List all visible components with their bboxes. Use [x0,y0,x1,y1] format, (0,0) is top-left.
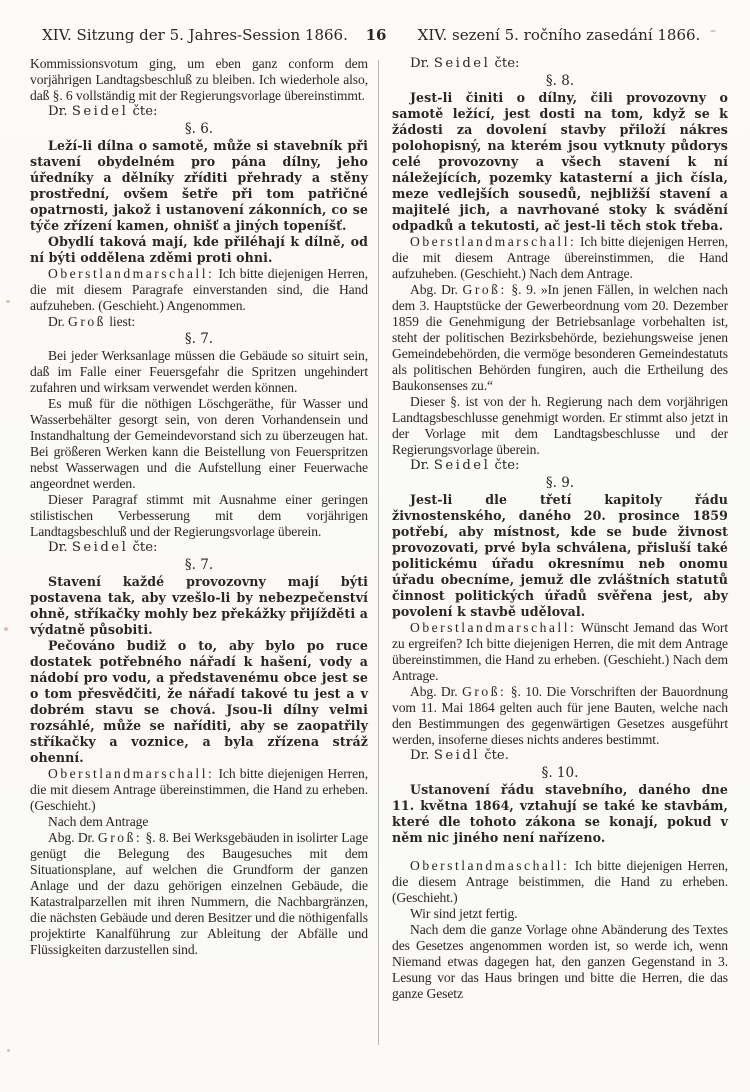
text-run: Ich bitte diejenigen Herren, die mit diesem Antrage übereinstimmen, die Hand aufzuheben. (Geschieht.) Nach dem Antrage. [392,234,728,281]
text-run: Dr. [48,104,72,119]
paragraph-german [392,620,728,684]
text-run: Obydlí taková mají, kde přiléhají k dílně, od ní býti oddělena zděmi proti ohni. [30,234,368,265]
speaker-name: Groß: [462,282,507,297]
scan-speck [6,300,10,303]
paragraph-german [30,266,368,314]
speaker-line [392,458,728,474]
paragraph-german [392,282,728,394]
section-heading [392,73,728,89]
speaker-name: Seidel [433,56,491,71]
speaker-line [30,104,368,120]
text-run: Dr. [410,56,434,71]
section-heading [30,331,368,347]
text-run: liest: [105,314,136,329]
text-run: Ich bitte diejenigen Herren, die mit diesem Paragrafe einverstanden sind, die Hand aufzuheben. (Geschieht.) Angenommen. [30,266,368,313]
text-run: Ich bitte diejenigen Herren, die mit diesem Antrage übereinstimmen, die Hand zu erheben. (Geschieht.) [30,766,368,813]
paragraph-german [392,234,728,282]
paragraph-german [392,684,728,748]
speaker-line [392,748,728,764]
speaker-name: Oberstlandmarschall: [410,234,577,249]
text-run: Dr. [48,314,68,329]
text-run: §. 6. [184,121,214,137]
text-run: Nach dem Antrage [48,814,149,829]
text-run: čte: [128,104,158,119]
text-run: §. 10. [541,765,579,781]
text-run: Jest-li dle třetí kapitoly řádu živnostenského, daného 20. prosince 1859 potřebí, aby místnost, kde se bude živnost provozovati, prvé byla schválena, přisluší také politickému úřadu okresnímu neb onomu úřadu obecníme, jemuž dle zvláštních statutů činnost politických úřadů svěřena jest, aby povolení k stavbě uděloval. [392,492,728,619]
text-run: Leží-li dílna o samotě, může si stavebník při stavení obydelném pro pána dílny, jeho úředníky a dělníky zříditi přehrady a stěny prostřední, ovšem šetře při tom patřičné opatrnosti, jakož i ustanovení zákonních, co se týče zřízení kamen, ohnišť a jiných topeníšť. [30,138,368,233]
header-title-czech: XIV. sezení 5. ročního zasedání 1866. [417,26,701,44]
section-heading [392,475,728,491]
column-right [392,56,728,1002]
text-run: §. 9. [545,475,575,491]
section-heading [392,765,728,781]
paragraph-german [392,922,728,1002]
speaker-name: Oberstlandmarschall: [48,266,215,281]
text-run: §. 9. »In jenen Fällen, in welchen nach dem 3. Hauptstücke der Gewerbeordnung vom 20. Dezember 1859 die Genehmigung der Betriebsanlage vorbehalten ist, steht der politischen Bezirksbehörde, beziehungsweise jenen Gemeindebehörden, die vermöge besonderen Gemeindestatuts als politischen Behörden fungiren, auch die Ertheilung des Baukonsenses zu.“ [392,282,728,393]
paragraph-german [30,814,368,830]
paragraph-czech [30,234,368,266]
text-run: Dieser Paragraf stimmt mit Ausnahme einer geringen stilistischen Verbesserung mit dem vorjährigen Landtagsbeschluß und der Regierungsvorlage überein. [30,492,368,539]
text-run: Bei jeder Werksanlage müssen die Gebäude so situirt sein, daß im Falle einer Feuersgefahr die Spritzen ungehindert zufahren und wirksam verwendet werden können. [30,348,368,395]
text-run: Abg. Dr. [48,830,98,845]
header-title-german: XIV. Sitzung der 5. Jahres-Session 1866. [42,26,348,44]
text-run: §. 8. [545,73,575,89]
paragraph-german [30,766,368,814]
text-run: Abg. Dr. [410,684,463,699]
paragraph-czech [392,90,728,234]
paragraph-czech [392,492,728,620]
paragraph-german [30,830,368,958]
speaker-name: Oberstlandmarschall: [48,766,215,781]
text-run: Stavení každé provozovny mají býti postavena tak, aby vzešlo-li by nebezpečenství ohně, stříkačky mohly bez překážky přijížděti a výdatně působiti. [30,574,368,637]
speaker-name: Seidel [71,540,129,555]
speaker-name: Seidl [433,748,481,763]
speaker-line [392,56,728,72]
text-run: Abg. Dr. [410,282,463,297]
column-divider [378,60,379,1045]
text-run: Nach dem die ganze Vorlage ohne Abänderung des Textes des Gesetzes angenommen worden ist, so werde ich, wenn Niemand etwas dagegen hat, den ganzen Gegenstand in 3. Lesung vor das Haus bringen und bitte die Herren, die das ganze Gesetz [392,922,728,1001]
text-run: §. 7. [184,557,214,573]
text-run: Wir sind jetzt fertig. [410,906,518,921]
paragraph-german [392,394,728,458]
text-run: §. 7. [184,331,214,347]
paragraph-german [392,906,728,922]
paragraph-czech [30,138,368,234]
paragraph-czech [392,782,728,846]
speaker-name: Groß [68,314,106,329]
speaker-line [30,540,368,556]
paragraph-german [30,348,368,396]
scan-speck [4,627,8,631]
paragraph-german [30,56,368,104]
speaker-name: Oberstlandmarschall: [410,620,577,635]
speaker-name: Groß: [97,830,143,845]
speaker-name: Seidel [433,458,491,473]
text-run: Kommissionsvotum ging, um eben ganz conform dem vorjährigen Landtagsbeschluß zu bleiben. Ich wiederhole also, daß §. 6 vollständig mit der Regierungsvorlage übereinstimmt. [30,56,368,103]
text-run: Es muß für die nöthigen Löschgeräthe, für Wasser und Wasserbehälter gesorgt sein, von deren Vorhandensein und Instandhaltung der Gemeindevorstand sich zu überzeugen hat. Bei größeren Werken kann die Beistellung von Feuerspritzen nebst Wasserwagen und die Aufstellung einer Feuerwache angeordnet werden. [30,396,368,491]
column-left [30,56,368,958]
paragraph-czech [30,574,368,638]
text-run: Dr. [410,748,434,763]
text-run: Pečováno budiž o to, aby bylo po ruce dostatek potřebného nářadí k hašení, vody a nádobí pro vodu, a představenému obce jest se o tom přesvědčiti, že nářadí takové tu jest a v dobrém stavu se chová. Jsou-li dílny velmi rozsáhlé, může se naříditi, aby se zaopatřily stříkačky a voznice, a byla zřízena stráž ohenní. [30,638,368,765]
text-run: čte: [490,56,520,71]
text-run: čte: [490,458,520,473]
text-run: §. 10. Die Vorschriften der Bauordnung vom 11. Mai 1864 gelten auch für jene Bauten, welche nach den Bestimmungen des gegenwärtigen Gesetzes ausgeführt werden, insoferne dieses nichts anderes bestimmt. [392,684,728,747]
scan-speck [7,1049,10,1052]
paragraph-german [30,314,368,330]
text-run: čte: [128,540,158,555]
text-run: Dieser §. ist von der h. Regierung nach dem vorjährigen Landtagsbeschlusse genehmigt worden. Er stimmt also jetzt in der Vorlage mit dem Landtagsbeschlusse und der Regierungsvorlage überein. [392,394,728,457]
text-run: §. 8. Bei Werksgebäuden in isolirter Lage genügt die Belegung des Baugesuches mit dem Situationsplane, auf welchen die Grundform der ganzen Anlage und der dazu gehörigen einzelnen Gebäude, die Katastralparzellen mit ihren Nummern, die Nachbargränzen, die nächsten Gebäude und deren Besitzer und die nöthigenfalls projektirte Kanalführung zur Ableitung der Abfälle und Flüssigkeiten darzustellen sind. [30,830,369,957]
paragraph-czech [30,638,368,766]
section-heading [30,121,368,137]
text-run: Dr. [48,540,72,555]
text-run: Jest-li činiti o dílny, čili provozovny o samotě ležící, jest dosti na tom, když se k žádosti za dovolení stavby přiloží nákres polohopisný, na kterém jsou vytknuty půdorys celé provozovny a všech stavení k ní náležejících, pozemky katasterní a jich čísla, meze vedlejších sousedů, nejbližší stavení a majitelé jich, a navrhované stoky k svádění odpadků a tekutosti, ač jest-li těch stok třeba. [392,90,728,233]
paragraph-german [30,396,368,492]
speaker-name: Oberstlandmaschall: [410,858,570,873]
speaker-name: Seidel [71,104,129,119]
speaker-name: Groß: [462,684,507,699]
text-run: Dr. [410,458,434,473]
paragraph-german [30,492,368,540]
section-heading [30,557,368,573]
text-run: čte. [480,748,509,763]
text-run: Wünscht Jemand das Wort zu ergreifen? Ich bitte diejenigen Herren, die mit dem Antrage übereinstimmen, die Hand zu erheben. (Geschieht.) Nach dem Antrage. [392,620,728,683]
page-number: 16 [365,26,387,44]
paragraph-german [392,858,728,906]
text-run: Ustanovení řádu stavebního, daného dne 11. května 1864, vztahují se také ke stavbám, které dle tohoto zákona se konají, pokud v něm nic jiného není nařízeno. [392,782,728,845]
text-run: Ich bitte diejenigen Herren, die diesem Antrage beistimmen, die Hand zu erheben. (Geschieht.) [392,858,728,905]
